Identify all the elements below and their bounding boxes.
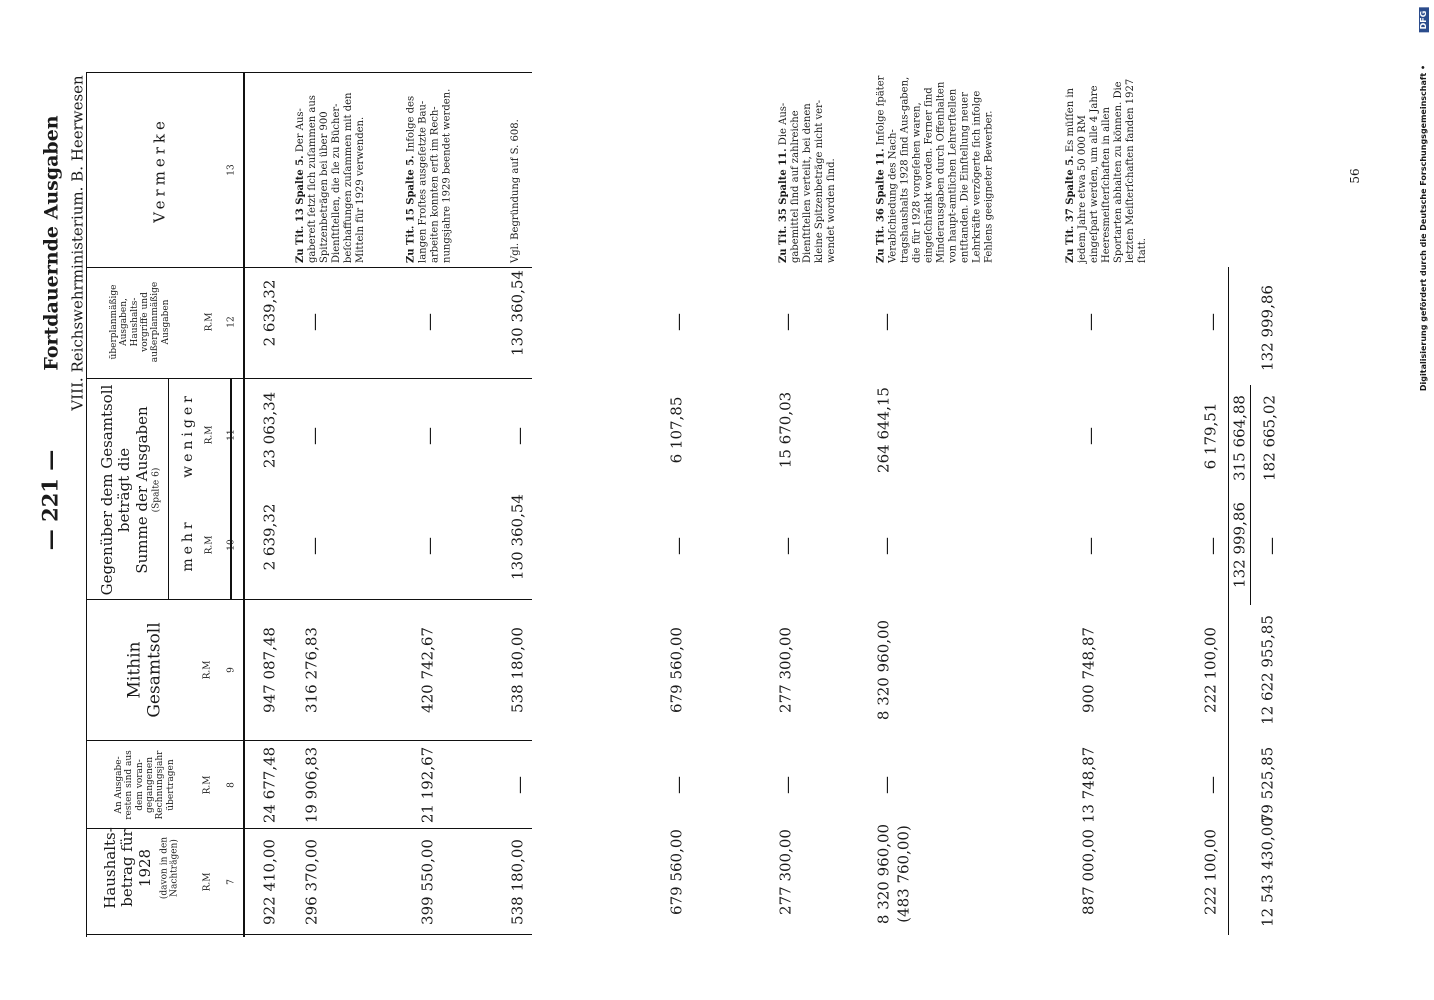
row6-c12: — xyxy=(777,313,798,331)
row2-c10: — xyxy=(304,537,325,555)
col13-header: Vermerke xyxy=(150,117,169,223)
row9-c10: — xyxy=(1202,537,1223,555)
col12-unit: R.M xyxy=(204,312,215,332)
col10-unit: R.M xyxy=(204,535,215,555)
row2-c8: 19 906,83 xyxy=(302,746,321,824)
col10-11-subheader: (Spalte 6) xyxy=(151,467,162,513)
row3-c10: — xyxy=(419,537,440,555)
dfg-logo: DFG xyxy=(1419,8,1429,33)
row4-c11: — xyxy=(509,427,530,445)
total-c11-less: 315 664,88 xyxy=(1230,395,1249,481)
row2-c11: — xyxy=(304,427,325,445)
remark-tit15-text: Infolge des langen Froſtes ausgeſetzte Bau-arbeiten konnten erſt im Rech-nungsjahre 1929 beendet werden. xyxy=(405,88,453,263)
row7-c10: — xyxy=(876,537,897,555)
remark-tit35 xyxy=(778,73,846,263)
row1-c7: 922 410,00 xyxy=(260,839,279,925)
row1-c11: 23 063,34 xyxy=(260,391,279,469)
row8-c12: — xyxy=(1080,313,1101,331)
row8-c8: 13 748,87 xyxy=(1079,746,1098,824)
page-subtitle: VIII. Reichswehrministerium. B. Heerwesen xyxy=(68,75,87,411)
remark-tit15-lead: Zu Tit. 15 Spalte 5. xyxy=(405,155,417,263)
row6-c8: — xyxy=(777,776,798,794)
col13-number: 13 xyxy=(226,164,237,176)
col9-header: Mithin Gesamtsoll xyxy=(124,622,164,718)
row9-c9: 222 100,00 xyxy=(1201,627,1220,713)
col12-number: 12 xyxy=(226,316,237,328)
row7-c7-supplement: (483 760,00) xyxy=(894,825,913,923)
row8-c11: — xyxy=(1080,427,1101,445)
page-title: Fortdauernde Ausgaben xyxy=(40,115,63,371)
row3-c9: 420 742,67 xyxy=(418,627,437,713)
col7-subheader: (davon in den Nachträgen) xyxy=(159,836,180,900)
row5-c12: — xyxy=(668,313,689,331)
row5-c7: 679 560,00 xyxy=(667,829,686,915)
col10-header: mehr xyxy=(180,518,196,572)
col7-number: 7 xyxy=(226,879,237,885)
remark-tit37-text: Es müſſen in jedem Jahre etwa 50 000 RM eingeſpart werden, um alle 4 Jahre Heeresmeiſterſchaften in allen Sportarten abhalten zu können. Die letzten Meiſterſchaften fanden 1927 ſtatt. xyxy=(1065,78,1148,263)
col11-header: weniger xyxy=(180,392,196,478)
remark-s608-text: Vgl. Begründung auf S. 608. xyxy=(510,119,521,263)
remark-tit13 xyxy=(295,73,375,263)
col12-header: überplanmäßige Ausgaben, Haushalts- vorgriffe und außerplanmäßige Ausgaben xyxy=(108,281,171,363)
row4-c7: 538 180,00 xyxy=(508,839,527,925)
row3-c12: — xyxy=(419,313,440,331)
remark-tit37 xyxy=(1065,73,1165,263)
row6-c9: 277 300,00 xyxy=(776,627,795,713)
remark-tit36-text: Infolge ſpäter Verabſchiedung des Nach-tragshaushalts 1928 ſind Aus-gaben, die für 1928 vorgeſehen waren, eingeſchränkt worden. Ferner ſind Minderausgaben durch Offenhalten von haupt-amtlichen Lehrerſtellen entſtanden. Die Einſtellung neuer Lehrkräfte verzögerte ſich infolge Fehlens geeigneter Bewerber. xyxy=(875,75,995,263)
remark-tit36 xyxy=(876,73,1041,263)
row7-c7: 8 320 960,00 xyxy=(874,823,893,925)
row4-c9: 538 180,00 xyxy=(508,627,527,713)
row9-c7: 222 100,00 xyxy=(1201,829,1220,915)
row8-c9: 900 748,87 xyxy=(1079,627,1098,713)
row5-c11: 6 107,85 xyxy=(667,396,686,464)
row9-c11: 6 179,51 xyxy=(1201,402,1220,470)
col11-unit: R.M xyxy=(204,425,215,445)
row5-c8: — xyxy=(668,776,689,794)
remark-tit36-lead: Zu Tit. 36 Spalte 11. xyxy=(875,148,887,263)
row6-c7: 277 300,00 xyxy=(776,829,795,915)
row2-c12: — xyxy=(304,313,325,331)
remark-tit35-lead: Zu Tit. 35 Spalte 11. xyxy=(778,148,789,263)
row5-c10: — xyxy=(668,537,689,555)
col9-unit: R.M xyxy=(202,660,213,680)
col8-header: An Ausgabe- resten sind aus dem voran- gegangenen Rechnungsjahr übertragen xyxy=(113,750,176,820)
total-c12: 132 999,86 xyxy=(1258,285,1277,371)
col11-number: 11 xyxy=(226,429,237,441)
row6-c10: — xyxy=(777,537,798,555)
total-c11-net: 182 665,02 xyxy=(1260,395,1279,481)
total-c10-more: 132 999,86 xyxy=(1230,502,1249,588)
row9-c8: — xyxy=(1202,776,1223,794)
row1-c12: 2 639,32 xyxy=(260,279,279,347)
total-c8: 79 525,85 xyxy=(1258,746,1277,824)
remark-tit37-lead: Zu Tit. 37 Spalte 5. xyxy=(1065,155,1076,263)
remark-s608 xyxy=(510,73,530,263)
row7-c9: 8 320 960,00 xyxy=(874,619,893,721)
row5-c9: 679 560,00 xyxy=(667,627,686,713)
digitization-credit: Digitalisierung gefördert durch die Deutsche Forschungsgemeinschaft • xyxy=(1419,64,1428,392)
col8-unit: R.M xyxy=(202,775,213,795)
row1-c8: 24 677,48 xyxy=(260,746,279,824)
remark-tit35-text: Die Aus-gabemittel ſind auf zahlreiche Dienſtſtellen verteilt, bei denen kleine Spitzenbeträge nicht ver-wendet worden ſind. xyxy=(778,99,837,263)
remark-tit15 xyxy=(406,73,461,263)
row9-c12: — xyxy=(1202,313,1223,331)
row3-c11: — xyxy=(419,427,440,445)
page-number: — 221 — xyxy=(37,449,63,551)
row7-c11: 264 644,15 xyxy=(874,387,893,473)
row6-c11: 15 670,03 xyxy=(776,391,795,469)
row1-c10: 2 639,32 xyxy=(260,503,279,571)
total-c10-net: — xyxy=(1261,537,1282,555)
row8-c10: — xyxy=(1080,537,1101,555)
row4-c8: — xyxy=(509,776,530,794)
row2-c7: 296 370,00 xyxy=(302,839,321,925)
row4-c10: 130 360,54 xyxy=(508,494,527,580)
row2-c9: 316 276,83 xyxy=(302,627,321,713)
remark-tit13-lead: Zu Tit. 13 Spalte 5. xyxy=(295,155,306,263)
remark-tit13-text: Der Aus-gabereſt ſetzt ſich zuſammen aus Spitzenbeträgen bei über 900 Dienſtſtellen, die ſie zu Bücher-beſchaffungen zuſammen mit den Mitteln für 1929 verwenden. xyxy=(295,92,366,263)
col9-number: 9 xyxy=(226,667,237,673)
col7-header: Haushalts- betrag für 1928 xyxy=(101,827,154,909)
sheet-number: 56 xyxy=(1348,168,1362,184)
row3-c7: 399 550,00 xyxy=(418,839,437,925)
col10-11-header: Gegenüber dem Gesamtsoll beträgt die Summe der Ausgaben xyxy=(98,384,151,596)
col10-number: 10 xyxy=(226,539,237,551)
total-c7: 12 543 430,00 xyxy=(1258,817,1277,927)
total-c9: 12 622 955,85 xyxy=(1258,615,1277,725)
row4-c12: 130 360,54 xyxy=(508,270,527,356)
row1-c9: 947 087,48 xyxy=(260,627,279,713)
row3-c8: 21 192,67 xyxy=(418,746,437,824)
row8-c7: 887 000,00 xyxy=(1079,829,1098,915)
row7-c12: — xyxy=(876,313,897,331)
col8-number: 8 xyxy=(226,782,237,788)
col7-unit: R.M xyxy=(202,872,213,892)
row7-c8: — xyxy=(876,776,897,794)
